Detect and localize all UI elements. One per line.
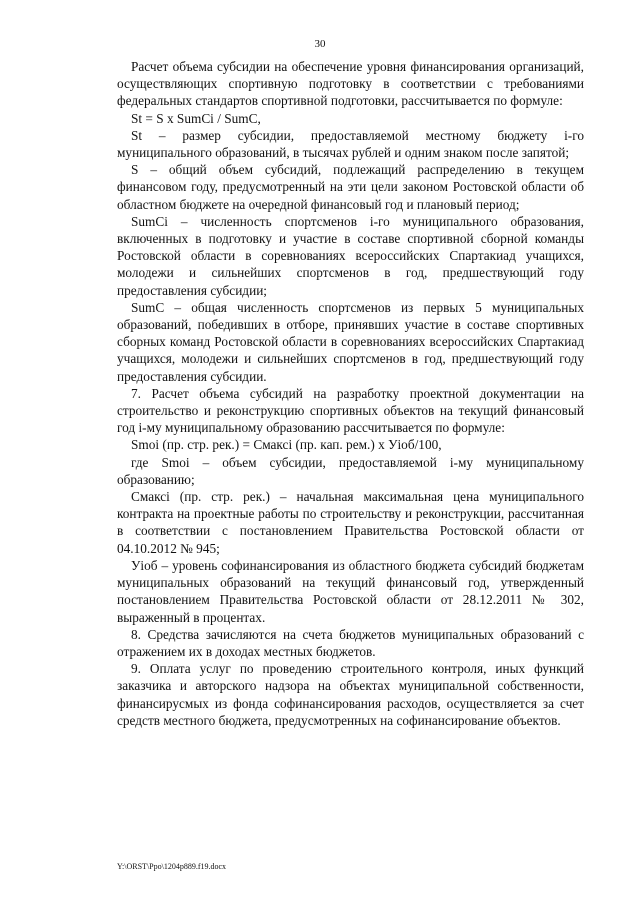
paragraph-sumci-definition: SumCi – численность спортсменов i-го муниципального образования, включенных в подготовку и участие в составе спортивной сборной команды Ростовской области в соревнованиях всероссийских Спартакиад учащихся, молодежи и сильнейших спортсменов в год, предшествующий году предоставления субсидии; <box>117 213 584 298</box>
paragraph-subsidy-calculation-intro: Расчет объема субсидии на обеспечение уровня финансирования организаций, осуществляющих спортивную подготовку в соответствии с требованиями федеральных стандартов спортивной подготовки, рассчитывается по формуле: <box>117 59 584 109</box>
formula-subsidy: St = S x SumCi / SumC, <box>131 110 261 126</box>
paragraph-uiob-definition: Уiоб – уровень софинансирования из областного бюджета субсидий бюджетам муниципальных образований на текущий финансовый год, утвержденный постановлением Правительства Ростовской области от 28.12.2011 № 302, выраженный в процентах. <box>117 557 584 625</box>
formula-design-documentation: Smoi (пр. стр. рек.) = Смаксi (пр. кап. рем.) х Уiоб/100, <box>131 437 442 453</box>
paragraph-item-9: 9. Оплата услуг по проведению строительного контроля, иных функций заказчика и авторского надзора на объектах муниципальной собственности, финансирусмых из фонда софинансирования расходов, осуществляется за счет средств местного бюджета, предусмотренных на софинансирование объектов. <box>117 661 584 728</box>
paragraph-st-definition: St – размер субсидии, предоставляемой местному бюджету i-го муниципального образований, в тысячах рублей и одним знаком после запятой; <box>117 127 584 161</box>
footer-file-path: Y:\ORST\Ppo\1204p889.f19.docx <box>117 862 227 871</box>
paragraph-smoi-definition: где Smoi – объем субсидии, предоставляемой i-му муниципальному образованию; <box>117 454 584 487</box>
paragraph-s-definition: S – общий объем субсидий, подлежащий распределению в текущем финансовом году, предусмотренный на эти цели законом Ростовской области об областном бюджете на очередной финансовый год и плановый период; <box>117 162 584 212</box>
page-number: 30 <box>314 38 326 50</box>
paragraph-sumc-definition: SumC – общая численность спортсменов из первых 5 муниципальных образований, победивших в отборе, принявших участие в составе спортивных сборных команд Ростовской области в соревнованиях всероссийских Спартакиад учащихся, молодежи и сильнейших спортсменов в год, предшествующий году предоставления субсидии. <box>117 299 584 384</box>
document-body <box>117 58 584 729</box>
paragraph-item-7: 7. Расчет объема субсидий на разработку проектной документации на строительство и реконструкцию спортивных объектов на текущий финансовый год i-му муниципальному образованию рассчитывается по формуле: <box>117 385 584 436</box>
paragraph-item-8: 8. Средства зачисляются на счета бюджетов муниципальных образований с отражением их в доходах местных бюджетов. <box>117 626 584 659</box>
paragraph-smaksi-definition: Смаксi (пр. стр. рек.) – начальная максимальная цена муниципального контракта на проектные работы по строительству и реконструкции, рассчитанная в соответствии с постановлением Правительства Ростовской области от 04.10.2012 № 945; <box>117 489 584 556</box>
